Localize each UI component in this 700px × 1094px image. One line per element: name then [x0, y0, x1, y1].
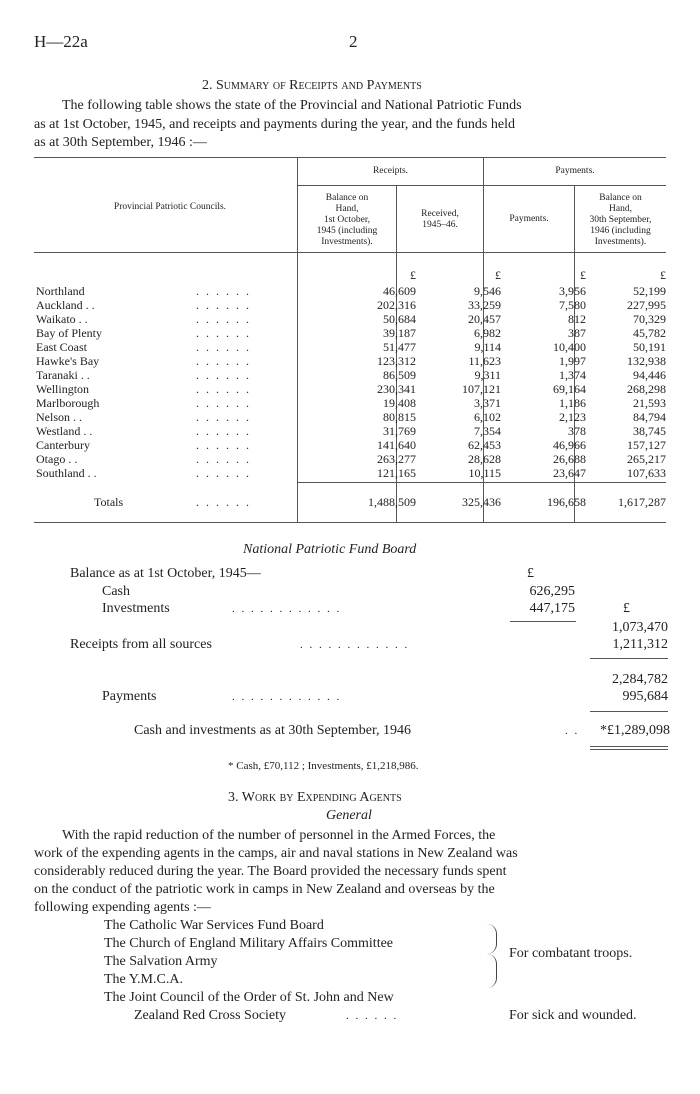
agent-item: The Joint Council of the Order of St. John and New	[104, 990, 394, 1005]
agent-item: The Church of England Military Affairs Committee	[104, 936, 394, 951]
investments-value: 447,175	[529, 601, 575, 616]
sick-note: For sick and wounded.	[509, 1008, 637, 1023]
totals-label: Totals	[94, 495, 124, 509]
subheading: General	[326, 808, 372, 823]
closing-label: Cash and investments as at 30th September, 1946	[134, 723, 412, 738]
table-row: Hawke's Bay . . . . . . 123,312 11,623 1,997 132,938	[36, 354, 666, 368]
receipts-label: Receipts from all sources	[70, 637, 212, 652]
table-bottom-rule	[34, 522, 666, 523]
dot-leader: . . . . . . . . . . . .	[232, 603, 342, 615]
received-header: Received, 1945–46.	[421, 209, 459, 230]
paragraph-line: With the rapid reduction of the number of personnel in the Armed Forces, the	[62, 828, 496, 843]
balance-hand-header: Balance on Hand, 1st October, 1945 (including Investments).	[316, 193, 378, 247]
group-header-rule	[297, 185, 666, 186]
section-heading: 2. Summary of Receipts and Payments	[202, 78, 422, 93]
investments-label: Investments	[102, 601, 170, 616]
table-row: Wellington . . . . . . 230,341 107,121 69,164 268,298	[36, 382, 666, 396]
intro-line-2: as at 1st October, 1945, and receipts and payments during the year, and the funds held	[34, 117, 515, 132]
payments-label: Payments	[102, 689, 157, 704]
table-row: Nelson . . . . . . . . 80,815 6,102 2,123 84,794	[36, 410, 666, 424]
balance-sept-header: Balance on Hand, 30th September, 1946 (including Investments).	[589, 193, 652, 247]
intro-line-3: as at 30th September, 1946 :—	[34, 135, 207, 150]
double-rule-top	[590, 746, 668, 747]
footnote: * Cash, £70,112 ; Investments, £1,218,986.	[228, 760, 419, 772]
table-row: Northland . . . . . . 46,609 9,546 3,956 52,199	[36, 284, 666, 298]
table-row: Taranaki . . . . . . . . 86,509 9,311 1,374 94,446	[36, 368, 666, 382]
balance-label: Balance as at 1st October, 1945—	[70, 566, 261, 581]
brace-bottom	[486, 954, 497, 988]
totals-top-rule	[297, 482, 666, 483]
pound-symbol: £	[623, 601, 630, 616]
currency-symbol: £	[580, 268, 586, 282]
table-row: East Coast . . . . . . 51,477 9,114 10,400 50,191	[36, 340, 666, 354]
agent-item: The Salvation Army	[104, 954, 218, 969]
dot-leader: . .	[565, 725, 580, 737]
receipts-group-header: Receipts.	[372, 166, 409, 176]
dot-leader: . . . . . . . . . . . .	[300, 639, 410, 651]
board-title: National Patriotic Fund Board	[243, 542, 417, 557]
intro-line-1: The following table shows the state of the Provincial and National Patriotic Funds	[62, 98, 522, 113]
paragraph-line: on the conduct of the patriotic work in camps in New Zealand and overseas by the	[34, 882, 495, 897]
agent-item-continued: Zealand Red Cross Society	[134, 1008, 287, 1023]
payments-value: 995,684	[622, 689, 668, 704]
paragraph-line: following expending agents :—	[34, 900, 211, 915]
payments-group-header: Payments.	[555, 166, 595, 176]
page-number: 2	[349, 32, 358, 51]
table-row: Bay of Plenty . . . . . . 39,187 6,982 387 45,782	[36, 326, 666, 340]
closing-value: *£1,289,098	[600, 723, 670, 738]
closing-rule	[590, 711, 668, 712]
cash-label: Cash	[102, 584, 130, 599]
dot-leader: . . . . . . . . . . . .	[232, 691, 342, 703]
subtotal-rule	[510, 621, 576, 622]
paragraph-line: work of the expending agents in the camps, air and naval stations in New Zealand was	[34, 846, 518, 861]
receipts-value: 1,211,312	[612, 637, 668, 652]
sum-rule	[590, 658, 668, 659]
combatant-note: For combatant troops.	[509, 946, 633, 961]
paragraph-line: considerably reduced during the year. The Board provided the necessary funds spent	[34, 864, 507, 879]
header-bottom-rule	[34, 252, 666, 253]
currency-symbol: £	[495, 268, 501, 282]
currency-symbol: £	[660, 268, 666, 282]
currency-row	[36, 268, 666, 280]
document-reference: H—22a	[34, 32, 88, 51]
totals-row: Totals . . . . . . 1,488,509 325,436 196,658 1,617,287	[94, 495, 666, 509]
dot-leader: . . . . . .	[346, 1010, 399, 1022]
pound-symbol: £	[527, 566, 534, 581]
table-row: Auckland . . . . . . . . 202,316 33,259 7,580 227,995	[36, 298, 666, 312]
table-row: Otago . . . . . . . . 263,277 28,628 26,688 265,217	[36, 452, 666, 466]
agent-item: The Y.M.C.A.	[104, 972, 183, 987]
table-row: Marlborough . . . . . . 19,408 3,371 1,186 21,593	[36, 396, 666, 410]
cash-value: 626,295	[529, 584, 575, 599]
payments-header: Payments.	[509, 214, 549, 224]
table-row: Southland . . . . . . . . 121,165 10,115 23,647 107,633	[36, 466, 666, 480]
brace-top	[486, 924, 497, 954]
sum-value: 2,284,782	[612, 672, 668, 687]
agent-item: The Catholic War Services Fund Board	[104, 918, 324, 933]
councils-column-header: Provincial Patriotic Councils.	[113, 202, 227, 212]
table-row: Waikato . . . . . . . . 50,684 20,457 812 70,329	[36, 312, 666, 326]
currency-symbol: £	[410, 268, 416, 282]
table-top-rule	[34, 157, 666, 158]
subtotal-value: 1,073,470	[612, 620, 668, 635]
table-row: Canterbury . . . . . . 141,640 62,453 46,966 157,127	[36, 438, 666, 452]
table-row: Westland . . . . . . . . 31,769 7,354 378 38,745	[36, 424, 666, 438]
double-rule-bottom	[590, 749, 668, 750]
section-heading: 3. Work by Expending Agents	[228, 790, 402, 805]
